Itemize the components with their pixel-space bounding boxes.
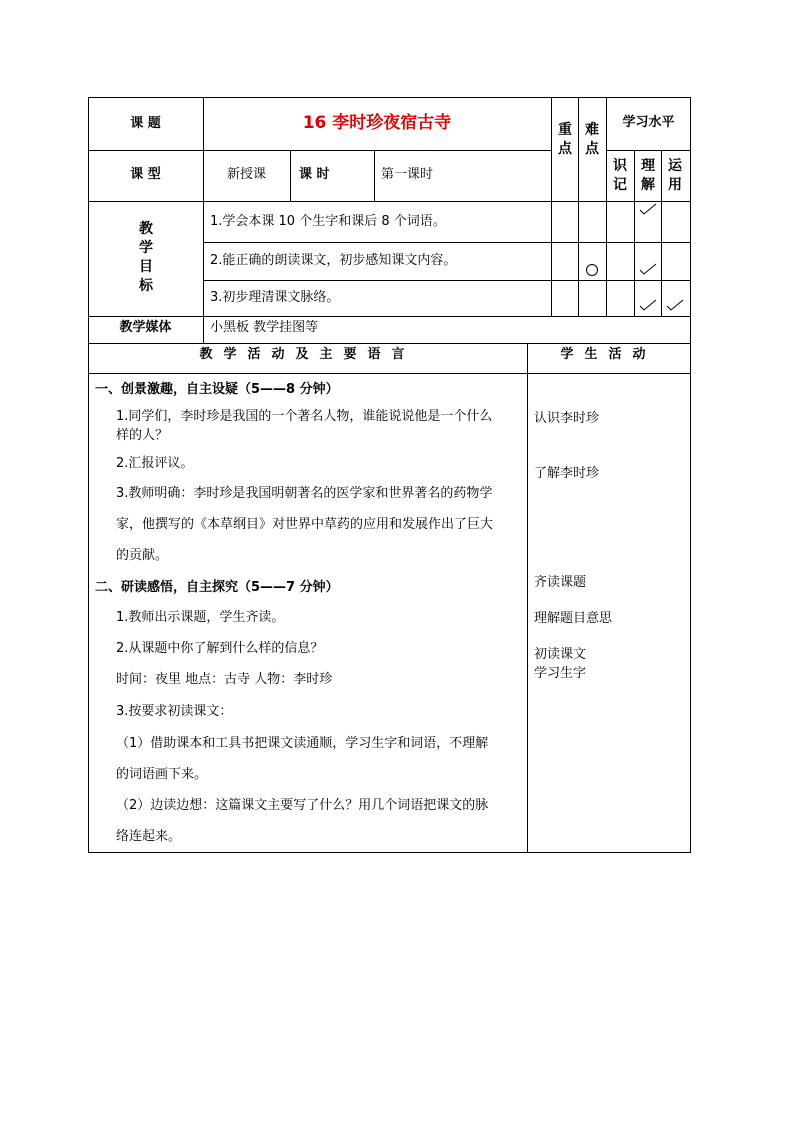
level-col-apply: 运用 [668, 158, 682, 193]
section-1-line: 3.教师明确：李时珍是我国明朝著名的医学家和世界著名的药物学 [116, 486, 493, 501]
type-label: 课 型 [130, 167, 161, 182]
level-col-memorize: 识记 [613, 158, 627, 193]
objectives-label: 教学目标 [139, 221, 153, 294]
media-value: 小黑板 教学挂图等 [210, 320, 319, 335]
student-activity-item: 理解题目意思 [534, 611, 613, 626]
student-activity-item: 学习生字 [534, 666, 587, 681]
check-icon [637, 262, 659, 276]
section-1-heading: 一、创景激趣，自主设疑（5——8 分钟） [95, 382, 339, 397]
check-icon [637, 202, 659, 216]
section-1-line: 的贡献。 [116, 548, 169, 563]
section-2-line: 络连起来。 [116, 829, 182, 844]
section-2-line: 2.从课题中你了解到什么样的信息？ [116, 641, 324, 656]
teacher-activity-header: 教学活动及主要语言 [199, 347, 416, 362]
type-value: 新授课 [226, 167, 266, 182]
section-1-line: 家，他撰写的《本草纲目》对世界中草药的应用和发展作出了巨大 [116, 517, 494, 532]
section-2-line: 1.教师出示课题，学生齐读。 [116, 610, 285, 625]
period-value: 第一课时 [381, 167, 434, 182]
difficulty-label: 难点 [585, 122, 599, 157]
section-2-line: 时间：夜里 地点：古寺 人物：李时珍 [116, 672, 333, 687]
section-2-line: 的词语画下来。 [116, 767, 208, 782]
section-2-line: 3.按要求初读课文： [116, 704, 233, 719]
section-2-line: （1）借助课本和工具书把课文读通顺，学习生字和词语，不理解 [116, 736, 489, 751]
section-2-heading: 二、研读感悟，自主探究（5——7 分钟） [95, 580, 339, 595]
key-point-label: 重点 [558, 122, 572, 157]
objective-3: 3.初步理清课文脉络。 [210, 290, 340, 305]
level-col-understand: 理解 [641, 158, 655, 193]
section-1-line: 1.同学们，李时珍是我国的一个著名人物，谁能说说他是一个什么 [116, 409, 493, 424]
check-icon [664, 298, 686, 312]
media-label: 教学媒体 [119, 320, 172, 335]
student-activity-header: 学生活动 [560, 347, 657, 362]
difficulty-circle-mark [586, 264, 598, 276]
section-1-line: 2.汇报评议。 [116, 456, 194, 471]
student-activity-item: 齐读课题 [534, 575, 587, 590]
student-activity-item: 认识李时珍 [534, 411, 600, 426]
topic-label: 课 题 [130, 116, 161, 131]
learning-level-label: 学习水平 [622, 115, 675, 130]
objective-1: 1.学会本课 10 个生字和课后 8 个词语。 [210, 214, 446, 229]
period-label: 课 时 [299, 167, 330, 182]
objective-2: 2.能正确的朗读课文，初步感知课文内容。 [210, 253, 457, 268]
section-1-line: 样的人？ [116, 428, 169, 443]
student-activity-item: 初读课文 [534, 647, 587, 662]
section-2-line: （2）边读边想：这篇课文主要写了什么？用几个词语把课文的脉 [116, 798, 489, 813]
check-icon [637, 298, 659, 312]
student-activity-item: 了解李时珍 [534, 466, 600, 481]
lesson-title: 16 李时珍夜宿古寺 [302, 113, 452, 133]
